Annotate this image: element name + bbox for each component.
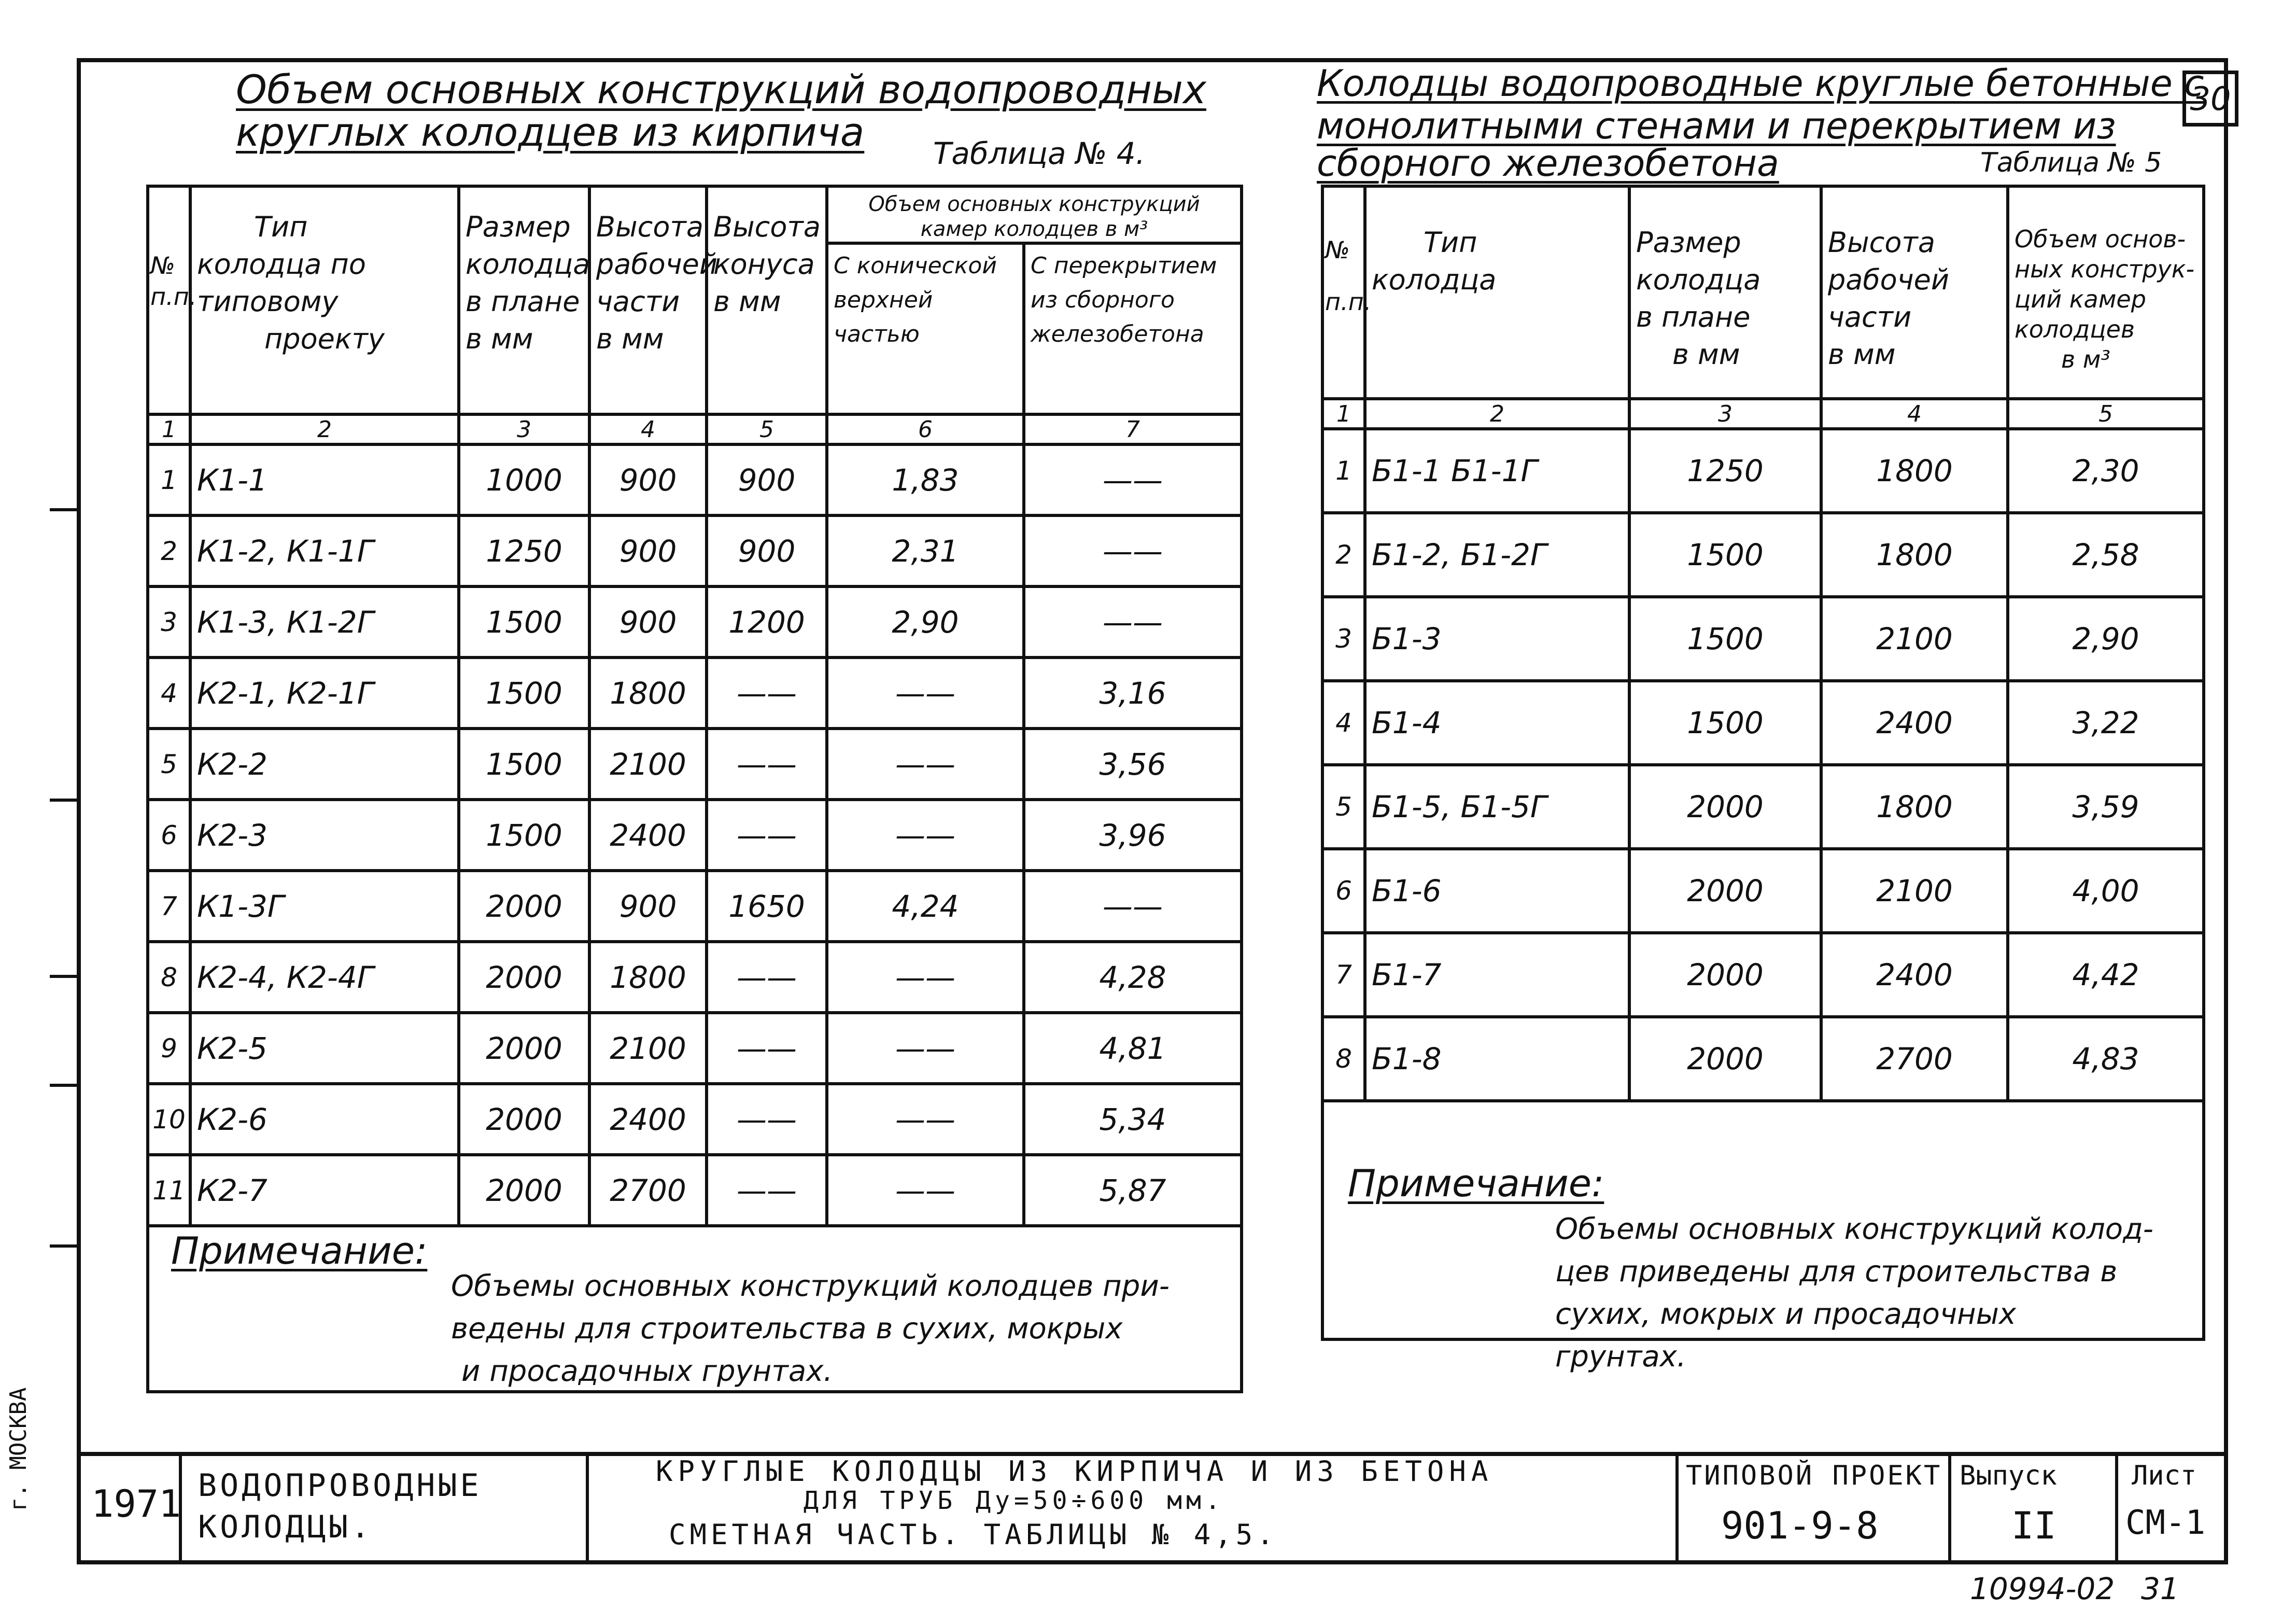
t5-cell: 2100 [1821,849,2008,933]
t4-cell: К2-4, К2-4Г [190,942,459,1013]
tb-divider [1948,1452,1953,1564]
t4-cell: 900 [589,515,707,586]
t4-cell: 5,87 [1024,1155,1242,1226]
t4-cell: —— [1024,871,1242,942]
t4-note-line: и просадочных грунтах. [461,1354,833,1388]
t5-cell: 1500 [1629,681,1821,765]
t4-cell: 900 [707,444,827,515]
t4-cell: —— [707,729,827,800]
t5-header-size: Размер колодца в плане в мм [1629,186,1821,399]
t4-cell: 1500 [459,729,589,800]
t5-cell: Б1-5, Б1-5Г [1365,765,1629,849]
t5-cell: 1800 [1821,429,2008,513]
t4-cell: 10 [148,1084,190,1155]
t4-cell: 3,96 [1024,800,1242,871]
t5-cell: 1500 [1629,513,1821,597]
t4-cell: 2000 [459,871,589,942]
t4-cell: 2400 [589,1084,707,1155]
table4-title-line2: круглых колодцев из кирпича [236,109,865,155]
t5-row [1322,681,2204,765]
t5-row [1322,597,2204,681]
t4-cell: 2,31 [827,515,1024,586]
tb-sheet-label: Лист [2132,1460,2197,1491]
t4-cell: 2,90 [827,586,1024,657]
t5-colnum: 5 [2008,399,2204,429]
tb-project-label: ТИПОВОЙ ПРОЕКТ [1686,1460,1942,1491]
t4-cell: 8 [148,942,190,1013]
t4-cell: —— [827,942,1024,1013]
t4-colnum: 5 [707,414,827,444]
t5-cell: 2000 [1629,765,1821,849]
t4-colnum: 6 [827,414,1024,444]
t5-note-line: грунтах. [1555,1340,1686,1374]
t4-cell: —— [707,1155,827,1226]
t4-cell: 1,83 [827,444,1024,515]
t4-cell: —— [707,800,827,871]
t4-cell: К1-2, К1-1Г [190,515,459,586]
t5-colnum: 4 [1821,399,2008,429]
t4-cell: 1 [148,444,190,515]
t4-cell: 5 [148,729,190,800]
t4-cell: 900 [589,871,707,942]
t5-cell: Б1-2, Б1-2Г [1365,513,1629,597]
table4-label: Таблица № 4. [933,136,1146,171]
t4-note-text [451,1265,1170,1393]
margin-tick [50,1244,78,1248]
t4-row [148,800,1242,871]
table5-title-line3: сборного железобетона [1317,142,1779,185]
t4-row [148,1155,1242,1226]
t4-row [148,515,1242,586]
t4-row [148,657,1242,729]
t5-cell: 6 [1322,849,1365,933]
tb-divider [1675,1452,1681,1564]
t5-note-line: Объемы основных конструкций колод- [1555,1212,2153,1246]
t4-cell: К2-1, К2-1Г [190,657,459,729]
t4-row [148,444,1242,515]
t4-cell: 1500 [459,657,589,729]
t4-cell: К1-3Г [190,871,459,942]
t4-cell: 900 [707,515,827,586]
table4-title-line1: Объем основных конструкций водопроводных [236,66,1206,113]
t5-cell: 1 [1322,429,1365,513]
t5-cell: 2,90 [2008,597,2204,681]
t4-cell: —— [827,800,1024,871]
t4-header-volume-group: Объем основных конструкций камер колодцев в м³ [827,186,1242,243]
t4-cell: 2000 [459,942,589,1013]
footer-page: 31 [2141,1571,2179,1606]
t5-row [1322,765,2204,849]
t4-note-line: Объемы основных конструкций колодцев при- [451,1269,1170,1303]
t5-cell: 2,58 [2008,513,2204,597]
t4-cell: —— [707,657,827,729]
t5-cell: 8 [1322,1017,1365,1101]
t4-cell: 4,28 [1024,942,1242,1013]
t5-cell: 4,83 [2008,1017,2204,1101]
t5-cell: 2000 [1629,1017,1821,1101]
t4-cell: 1650 [707,871,827,942]
t4-cell: 1800 [589,942,707,1013]
t4-cell: —— [1024,515,1242,586]
t4-row [148,1084,1242,1155]
tb-desc-line1: КРУГЛЫЕ КОЛОДЦЫ ИЗ КИРПИЧА И ИЗ БЕТОНА [656,1455,1494,1488]
table5-title-line1: Колодцы водопроводные круглые бетонные с [1317,62,2204,105]
t5-cell: 4,42 [2008,933,2204,1017]
t4-cell: 2000 [459,1084,589,1155]
t4-header-volume-slab: С перекрытием из сборного железобетона [1024,243,1242,414]
t5-cell: 2,30 [2008,429,2204,513]
t4-cell: 3,56 [1024,729,1242,800]
t4-cell: К2-6 [190,1084,459,1155]
footer-code: 10994-02 [1970,1571,2115,1606]
t5-cell: Б1-8 [1365,1017,1629,1101]
t4-colnum: 2 [190,414,459,444]
t4-cell: К1-3, К1-2Г [190,586,459,657]
tb-name-line2: КОЛОДЦЫ. [198,1509,373,1545]
tb-desc-line3: СМЕТНАЯ ЧАСТЬ. ТАБЛИЦЫ № 4,5. [669,1518,1278,1551]
t4-header-volume-cone: С конической верхней частью [827,243,1024,414]
t4-cell: 6 [148,800,190,871]
t5-colnum: 1 [1322,399,1365,429]
t4-cell: 900 [589,586,707,657]
t4-cell: 11 [148,1155,190,1226]
sheet-number: 30 [2182,71,2238,127]
t5-cell: 1250 [1629,429,1821,513]
t4-cell: 2400 [589,800,707,871]
t5-header-num: № п.п. [1322,186,1365,399]
t4-cell: 4,24 [827,871,1024,942]
t5-cell: 1800 [1821,765,2008,849]
t4-cell: —— [827,1013,1024,1084]
margin-tick [50,508,78,511]
t5-row [1322,933,2204,1017]
t5-cell: Б1-4 [1365,681,1629,765]
t5-note-line: сухих, мокрых и просадочных [1555,1297,2016,1331]
tb-divider [586,1452,591,1564]
t5-note-title: Примечание: [1348,1162,1604,1205]
t4-note-title: Примечание: [171,1229,428,1272]
t4-cell: 9 [148,1013,190,1084]
t5-cell: 3,59 [2008,765,2204,849]
t4-cell: 3 [148,586,190,657]
t4-cell: —— [827,729,1024,800]
t5-colnum: 3 [1629,399,1821,429]
tb-issue-value: II [2011,1504,2056,1547]
t5-row [1322,429,2204,513]
t4-header-num: № п.п. [148,186,190,414]
margin-tick [50,975,78,978]
t4-cell: 1200 [707,586,827,657]
t4-cell: —— [707,942,827,1013]
t4-cell: 2700 [589,1155,707,1226]
t4-column-numbers [148,414,1242,444]
t5-cell: 2 [1322,513,1365,597]
t4-colnum: 7 [1024,414,1242,444]
t5-cell: 2400 [1821,681,2008,765]
t4-cell: —— [827,1084,1024,1155]
t4-colnum: 4 [589,414,707,444]
t4-cell: 5,34 [1024,1084,1242,1155]
table5-title-line2: монолитными стенами и перекрытием из [1317,105,2116,147]
t4-cell: 1500 [459,800,589,871]
t5-cell: 2400 [1821,933,2008,1017]
t4-cell: 2000 [459,1013,589,1084]
t4-header-height-work: Высота рабочей части в мм [589,186,707,414]
t5-cell: Б1-3 [1365,597,1629,681]
t4-cell: 1800 [589,657,707,729]
t4-cell: 3,16 [1024,657,1242,729]
t4-cell: —— [707,1084,827,1155]
t5-cell: Б1-1 Б1-1Г [1365,429,1629,513]
t4-cell: 2100 [589,729,707,800]
t4-cell: —— [707,1013,827,1084]
t4-cell: К2-7 [190,1155,459,1226]
t4-cell: —— [827,657,1024,729]
t4-row [148,586,1242,657]
t5-cell: 1500 [1629,597,1821,681]
t4-row [148,871,1242,942]
tb-project-value: 901-9-8 [1721,1504,1879,1547]
t4-header-type: Тип колодца по типовому проекту [190,186,459,414]
t4-cell: К2-2 [190,729,459,800]
t5-row [1322,513,2204,597]
t4-header-height-cone: Высота конуса в мм [707,186,827,414]
tb-divider [2115,1452,2120,1564]
t4-cell: —— [827,1155,1024,1226]
t4-cell: 2000 [459,1155,589,1226]
t4-cell: К1-1 [190,444,459,515]
margin-tick [50,1084,78,1087]
t5-cell: 2100 [1821,597,2008,681]
table4 [146,185,1243,1393]
t4-cell: —— [1024,586,1242,657]
t4-cell: 1000 [459,444,589,515]
t5-row [1322,849,2204,933]
t4-cell: —— [1024,444,1242,515]
t4-cell: К2-3 [190,800,459,871]
t4-row [148,942,1242,1013]
t5-cell: 2000 [1629,933,1821,1017]
t4-row [148,729,1242,800]
table5-label: Таблица № 5 [1980,147,2162,178]
t4-note-line: ведены для строительства в сухих, мокрых [451,1312,1123,1346]
t4-cell: 4 [148,657,190,729]
tb-name-line1: ВОДОПРОВОДНЫЕ [198,1467,482,1504]
t4-colnum: 1 [148,414,190,444]
t5-cell: 4,00 [2008,849,2204,933]
t5-cell: 2000 [1629,849,1821,933]
t5-note-text [1555,1208,2153,1378]
t5-cell: 1800 [1821,513,2008,597]
t4-header-size: Размер колодца в плане в мм [459,186,589,414]
t4-cell: 900 [589,444,707,515]
t5-colnum: 2 [1365,399,1629,429]
side-stamp: г. МОСКВА [5,1387,32,1512]
t5-cell: 5 [1322,765,1365,849]
t4-row [148,1013,1242,1084]
t5-column-numbers [1322,399,2204,429]
t4-cell: 7 [148,871,190,942]
t5-header-type: Тип колодца [1365,186,1629,399]
margin-tick [50,799,78,802]
t4-cell: К2-5 [190,1013,459,1084]
t5-cell: 4 [1322,681,1365,765]
t5-row [1322,1017,2204,1101]
t5-note-line: цев приведены для строительства в [1555,1255,2118,1289]
t5-cell: 3,22 [2008,681,2204,765]
tb-desc-line2: ДЛЯ ТРУБ Ду=50÷600 мм. [804,1486,1224,1515]
t5-header-height-work: Высота рабочей части в мм [1821,186,2008,399]
t4-cell: 1250 [459,515,589,586]
t4-cell: 1500 [459,586,589,657]
tb-sheet-value: СМ-1 [2125,1504,2206,1542]
t5-cell: Б1-7 [1365,933,1629,1017]
t5-cell: Б1-6 [1365,849,1629,933]
t5-cell: 7 [1322,933,1365,1017]
tb-issue-label: Выпуск [1960,1460,2057,1491]
tb-year: 1971 [91,1482,181,1526]
t4-cell: 2100 [589,1013,707,1084]
t4-colnum: 3 [459,414,589,444]
t5-cell: 2700 [1821,1017,2008,1101]
t4-cell: 4,81 [1024,1013,1242,1084]
t5-header-volume: Объем основ- ных конструк- ций камер колодцев в м³ [2008,186,2204,399]
t4-cell: 2 [148,515,190,586]
t5-cell: 3 [1322,597,1365,681]
